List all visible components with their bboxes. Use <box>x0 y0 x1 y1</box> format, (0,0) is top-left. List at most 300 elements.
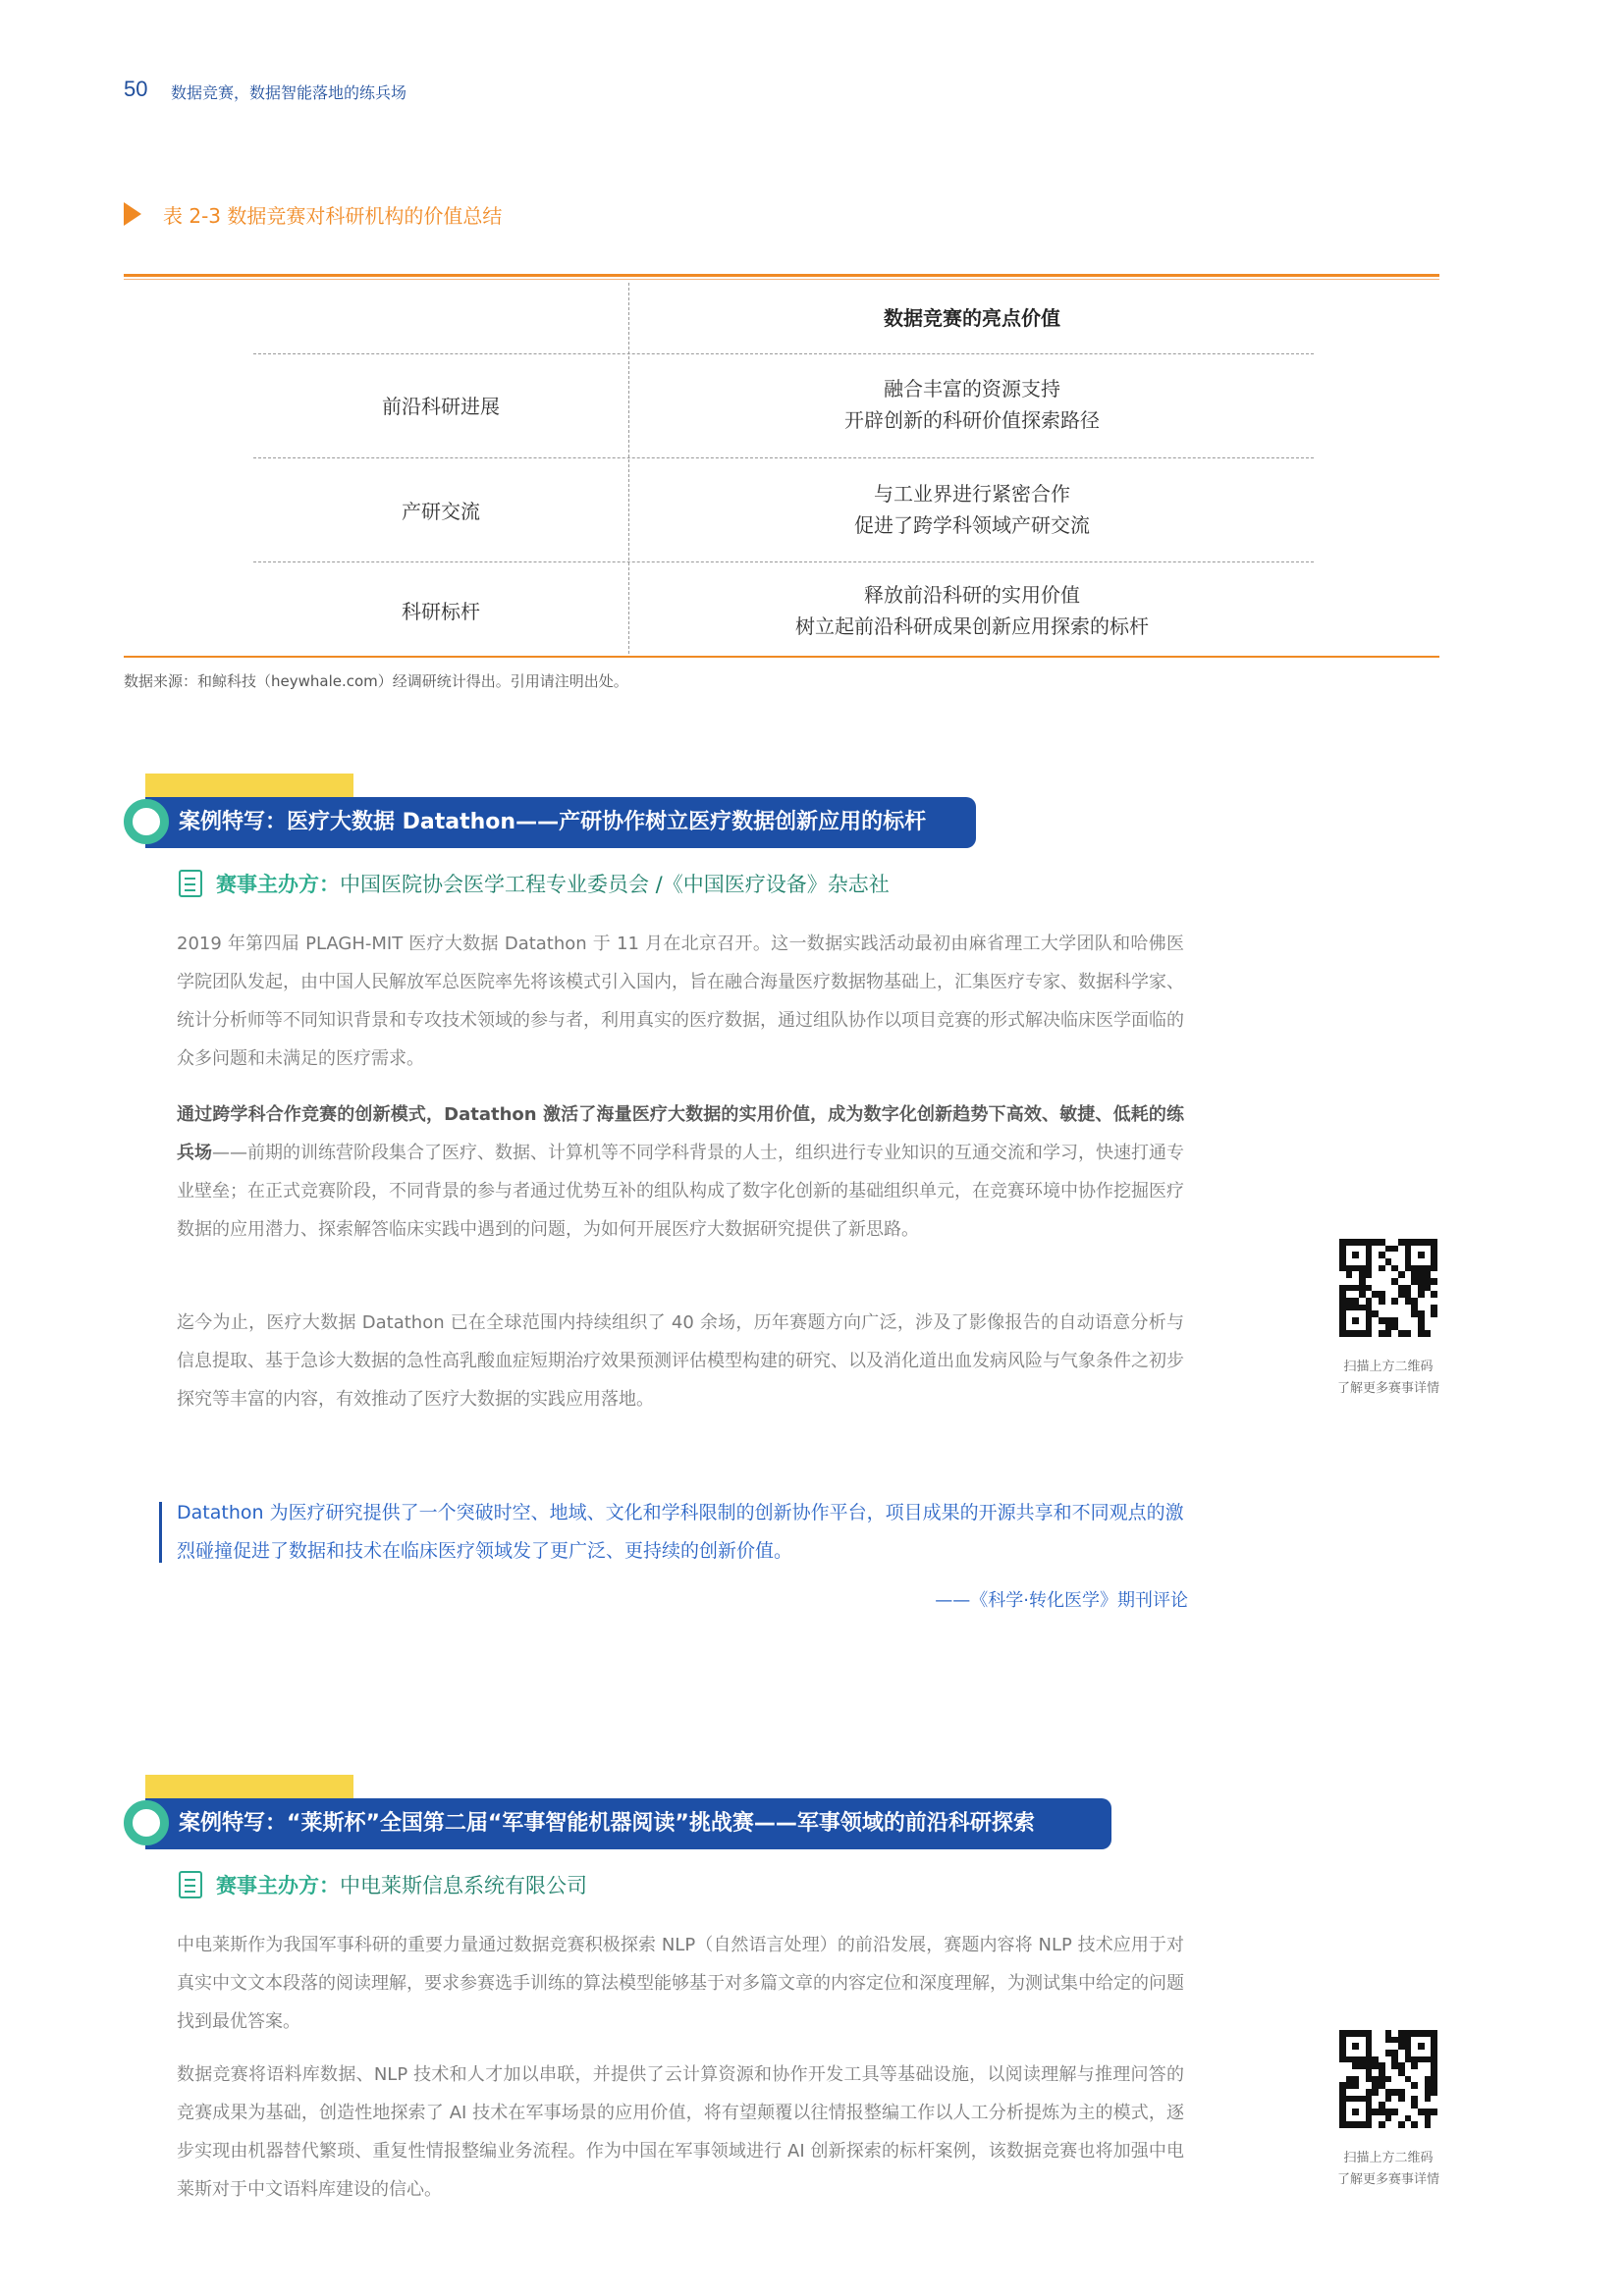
qr-module <box>1411 2089 1418 2096</box>
qr-module <box>1405 2115 1412 2122</box>
table-row-value-line: 释放前沿科研的实用价值 <box>864 583 1080 607</box>
qr-module <box>1339 2115 1346 2122</box>
qr-module <box>1411 2043 1418 2050</box>
qr-module <box>1352 2109 1359 2115</box>
qr-module <box>1425 2069 1432 2076</box>
qr-caption <box>1310 1357 1467 1400</box>
qr-module <box>1359 2096 1366 2103</box>
table-source-note: 数据来源：和鲸科技（heywhale.com）经调研统计得出。引用请注明出处。 <box>124 672 628 690</box>
qr-module <box>1339 1305 1346 1311</box>
qr-module <box>1391 2082 1398 2089</box>
table-row-divider <box>253 561 1314 562</box>
qr-module <box>1366 1324 1373 1331</box>
qr-module <box>1385 1310 1392 1317</box>
qr-module <box>1398 2115 1405 2122</box>
table-top-rule-thin <box>124 279 1439 280</box>
qr-module <box>1352 1271 1359 1278</box>
qr-module <box>1418 1317 1425 1324</box>
qr-module <box>1391 2102 1398 2109</box>
qr-module <box>1346 2030 1353 2037</box>
qr-module <box>1405 1252 1412 1258</box>
organizer-line <box>216 869 890 898</box>
qr-module <box>1359 2062 1366 2069</box>
qr-module <box>1366 1310 1373 1317</box>
qr-module <box>1385 2062 1392 2069</box>
qr-module <box>1346 1285 1353 1292</box>
qr-module <box>1385 2115 1392 2122</box>
qr-module <box>1339 2062 1346 2069</box>
case-paragraph: 中电莱斯作为我国军事科研的重要力量通过数据竞赛积极探索 NLP（自然语言处理）的前沿发展，赛题内容将 NLP 技术应用于对真实中文文本段落的阅读理解，要求参赛选手训练的算法模型能够基于对多篇文章的内容定位和深度理解，为测试集中给定的问题找到最优答案。 <box>177 1935 1184 2032</box>
qr-module <box>1339 1252 1346 1258</box>
qr-module <box>1385 1246 1392 1253</box>
qr-module <box>1359 2102 1366 2109</box>
qr-module <box>1418 1239 1425 1246</box>
qr-module <box>1339 1330 1346 1337</box>
qr-module <box>1418 2037 1425 2044</box>
qr-module <box>1411 2109 1418 2115</box>
qr-module <box>1398 1330 1405 1337</box>
qr-module <box>1359 2056 1366 2063</box>
qr-module <box>1405 2056 1412 2063</box>
qr-module <box>1346 1278 1353 1285</box>
qr-module <box>1352 1298 1359 1305</box>
qr-module <box>1366 2056 1373 2063</box>
qr-module <box>1418 2062 1425 2069</box>
qr-module <box>1359 1305 1366 1311</box>
qr-module <box>1346 1330 1353 1337</box>
qr-module <box>1398 1239 1405 1246</box>
qr-module <box>1346 1305 1353 1311</box>
qr-module <box>1405 2037 1412 2044</box>
qr-module <box>1346 1271 1353 1278</box>
qr-module <box>1339 1239 1346 1246</box>
qr-module <box>1425 1239 1432 1246</box>
qr-module <box>1346 2043 1353 2050</box>
qr-module <box>1352 1324 1359 1331</box>
document-icon <box>179 870 202 897</box>
qr-module <box>1366 2121 1373 2128</box>
qr-module <box>1385 2096 1392 2103</box>
qr-module <box>1418 1298 1425 1305</box>
qr-module <box>1372 2030 1379 2037</box>
qr-module <box>1425 2043 1432 2050</box>
qr-module <box>1346 1246 1353 1253</box>
qr-module <box>1359 1246 1366 1253</box>
qr-module <box>1352 2115 1359 2122</box>
qr-module <box>1385 2082 1392 2089</box>
qr-module <box>1425 1265 1432 1272</box>
qr-module <box>1398 2069 1405 2076</box>
qr-module <box>1339 1298 1346 1305</box>
qr-module <box>1359 2069 1366 2076</box>
qr-module <box>1411 1239 1418 1246</box>
qr-module <box>1372 1285 1379 1292</box>
qr-module <box>1372 2043 1379 2050</box>
qr-module <box>1391 1265 1398 1272</box>
qr-module <box>1431 2030 1437 2037</box>
qr-module <box>1359 1310 1366 1317</box>
qr-module <box>1359 1252 1366 1258</box>
qr-module <box>1339 2089 1346 2096</box>
qr-module <box>1339 1278 1346 1285</box>
qr-module <box>1385 2102 1392 2109</box>
qr-module <box>1379 2121 1385 2128</box>
qr-module <box>1379 2089 1385 2096</box>
qr-module <box>1372 1278 1379 1285</box>
qr-module <box>1411 1330 1418 1337</box>
qr-module <box>1385 1285 1392 1292</box>
qr-module <box>1431 2115 1437 2122</box>
qr-module <box>1385 1258 1392 1265</box>
qr-module <box>1379 1305 1385 1311</box>
qr-module <box>1366 1265 1373 1272</box>
qr-module <box>1359 2109 1366 2115</box>
qr-module <box>1391 1271 1398 1278</box>
table-row-value-line: 树立起前沿科研成果创新应用探索的标杆 <box>795 614 1149 638</box>
document-icon <box>179 1871 202 1898</box>
qr-module <box>1398 2050 1405 2056</box>
qr-module <box>1346 2082 1353 2089</box>
qr-module <box>1366 1246 1373 1253</box>
qr-module <box>1411 1291 1418 1298</box>
qr-module <box>1339 2069 1346 2076</box>
qr-module <box>1366 2096 1373 2103</box>
qr-module <box>1379 2109 1385 2115</box>
qr-module <box>1359 2089 1366 2096</box>
qr-module <box>1405 2076 1412 2083</box>
qr-module <box>1339 2030 1346 2037</box>
case-paragraph: 2019 年第四届 PLAGH-MIT 医疗大数据 Datathon 于 11 月在北京召开。这一数据实践活动最初由麻省理工大学团队和哈佛医学院团队发起，由中国人民解放军总医院率先将该模式引入国内，旨在融合海量医疗数据物基础上，汇集医疗专家、数据科学家、统计分析师等不同知识背景和专攻技术领域的参与者，利用真实的医疗数据，通过组队协作以项目竞赛的形式解决临床医学面临的众多问题和未满足的医疗需求。 <box>177 934 1184 1069</box>
qr-module <box>1339 1310 1346 1317</box>
qr-caption <box>1310 2148 1467 2191</box>
qr-module <box>1398 1265 1405 1272</box>
case-paragraph: 迄今为止，医疗大数据 Datathon 已在全球范围内持续组织了 40 余场，历年赛题方向广泛，涉及了影像报告的自动语意分析与信息提取、基于急诊大数据的急性高乳酸血症短期治疗效果预测评估模型构建的研究、以及消化道出血发病风险与气象条件之初步探究等丰富的内容，有效推动了医疗大数据的实践应用落地。 <box>177 1312 1184 1410</box>
caption-triangle-icon <box>124 202 141 226</box>
qr-module <box>1339 2102 1346 2109</box>
case-title: 案例特写：医疗大数据 Datathon——产研协作树立医疗数据创新应用的标杆 <box>179 810 927 834</box>
organizer-label: 赛事主办方： <box>216 1874 340 1897</box>
qr-module <box>1431 1271 1437 1278</box>
qr-module <box>1425 2096 1432 2103</box>
qr-module <box>1431 1298 1437 1305</box>
banner-accent-tab <box>145 774 353 799</box>
qr-module <box>1418 2102 1425 2109</box>
qr-module <box>1418 1291 1425 1298</box>
qr-module <box>1379 2037 1385 2044</box>
qr-module <box>1352 1252 1359 1258</box>
qr-module <box>1398 1271 1405 1278</box>
qr-module <box>1391 2030 1398 2037</box>
qr-module <box>1398 1291 1405 1298</box>
qr-module <box>1352 1278 1359 1285</box>
qr-module <box>1385 2109 1392 2115</box>
qr-module <box>1418 1310 1425 1317</box>
pull-quote: Datathon 为医疗研究提供了一个突破时空、地域、文化和学科限制的创新协作平台，项目成果的开源共享和不同观点的激烈碰撞促进了数据和技术在临床医疗领域发了更广泛、更持续的创新价值。 <box>177 1502 1184 1562</box>
qr-module <box>1425 2062 1432 2069</box>
qr-module <box>1405 1330 1412 1337</box>
qr-code <box>1339 2030 1437 2128</box>
qr-module <box>1411 2102 1418 2109</box>
qr-module <box>1418 2043 1425 2050</box>
qr-module <box>1418 2076 1425 2083</box>
qr-module <box>1352 2043 1359 2050</box>
organizer-line <box>216 1870 587 1899</box>
case-banner <box>145 797 976 848</box>
qr-module <box>1372 2076 1379 2083</box>
qr-module <box>1391 2062 1398 2069</box>
qr-module <box>1425 1317 1432 1324</box>
qr-module <box>1352 1285 1359 1292</box>
qr-module <box>1379 2102 1385 2109</box>
qr-module <box>1431 1317 1437 1324</box>
qr-module <box>1366 2062 1373 2069</box>
qr-caption-line: 扫描上方二维码 <box>1343 2151 1434 2165</box>
qr-module <box>1391 1278 1398 1285</box>
qr-module <box>1379 1258 1385 1265</box>
qr-module <box>1405 2043 1412 2050</box>
qr-module <box>1366 1291 1373 1298</box>
qr-module <box>1405 2096 1412 2103</box>
qr-module <box>1425 1252 1432 1258</box>
qr-module <box>1366 1285 1373 1292</box>
case-banner <box>145 1798 1111 1849</box>
qr-module <box>1359 1285 1366 1292</box>
qr-module <box>1398 2037 1405 2044</box>
qr-module <box>1346 1298 1353 1305</box>
qr-module <box>1359 1239 1366 1246</box>
qr-module <box>1379 2096 1385 2103</box>
qr-module <box>1418 1258 1425 1265</box>
qr-module <box>1366 2102 1373 2109</box>
qr-module <box>1418 2082 1425 2089</box>
paragraph-lead: 通过跨学科合作竞赛的创新模式，Datathon 激活了海量医疗大数据的实用价值，成为数字化创新趋势下高效、敏捷、低耗的练兵场 <box>177 1104 1184 1163</box>
qr-module <box>1372 2109 1379 2115</box>
qr-module <box>1339 1271 1346 1278</box>
qr-module <box>1391 1324 1398 1331</box>
qr-module <box>1398 2082 1405 2089</box>
qr-module <box>1339 2121 1346 2128</box>
table-row-value-line: 促进了跨学科领域产研交流 <box>854 513 1090 537</box>
qr-module <box>1379 1285 1385 1292</box>
qr-module <box>1352 1305 1359 1311</box>
qr-module <box>1431 1239 1437 1246</box>
qr-module <box>1385 2030 1392 2037</box>
qr-module <box>1372 1324 1379 1331</box>
qr-module <box>1398 2062 1405 2069</box>
qr-module <box>1372 2062 1379 2069</box>
qr-module <box>1418 2069 1425 2076</box>
table-bottom-rule <box>124 656 1439 658</box>
qr-module <box>1372 1330 1379 1337</box>
qr-module <box>1398 1324 1405 1331</box>
qr-module <box>1366 1239 1373 1246</box>
qr-module <box>1379 1330 1385 1337</box>
qr-module <box>1425 2102 1432 2109</box>
qr-module <box>1379 1324 1385 1331</box>
qr-module <box>1379 1246 1385 1253</box>
table-row-label: 产研交流 <box>402 500 480 523</box>
qr-module <box>1339 2109 1346 2115</box>
qr-module <box>1385 1298 1392 1305</box>
qr-module <box>1372 1258 1379 1265</box>
qr-module <box>1418 2030 1425 2037</box>
qr-module <box>1418 1265 1425 1272</box>
ring-icon <box>124 1800 169 1845</box>
qr-module <box>1372 1310 1379 1317</box>
qr-module <box>1346 2056 1353 2063</box>
qr-module <box>1405 2050 1412 2056</box>
qr-module <box>1418 1324 1425 1331</box>
qr-module <box>1411 1246 1418 1253</box>
qr-module <box>1379 1239 1385 1246</box>
qr-module <box>1391 2069 1398 2076</box>
qr-module <box>1372 2082 1379 2089</box>
qr-module <box>1366 2037 1373 2044</box>
qr-module <box>1346 1291 1353 1298</box>
qr-module <box>1346 2115 1353 2122</box>
qr-module <box>1425 2115 1432 2122</box>
qr-module <box>1346 2062 1353 2069</box>
quote-source: ——《科学·转化医学》期刊评论 <box>935 1590 1188 1611</box>
qr-module <box>1385 1330 1392 1337</box>
qr-module <box>1346 1317 1353 1324</box>
qr-code <box>1339 1239 1437 1337</box>
qr-module <box>1431 2076 1437 2083</box>
qr-module <box>1359 2076 1366 2083</box>
qr-module <box>1339 2082 1346 2089</box>
qr-module <box>1418 2050 1425 2056</box>
qr-module <box>1425 1324 1432 1331</box>
qr-module <box>1372 1265 1379 1272</box>
qr-module <box>1372 2102 1379 2109</box>
qr-module <box>1398 2076 1405 2083</box>
qr-module <box>1359 1278 1366 1285</box>
qr-module <box>1405 1298 1412 1305</box>
table-row-value-line: 融合丰富的资源支持 <box>884 377 1060 400</box>
qr-module <box>1359 2050 1366 2056</box>
qr-module <box>1418 2115 1425 2122</box>
qr-module <box>1379 1252 1385 1258</box>
qr-module <box>1346 2109 1353 2115</box>
table-top-rule <box>124 274 1439 277</box>
qr-module <box>1379 2062 1385 2069</box>
qr-module <box>1411 2050 1418 2056</box>
qr-module <box>1431 2062 1437 2069</box>
qr-module <box>1385 2037 1392 2044</box>
qr-module <box>1425 2030 1432 2037</box>
qr-module <box>1398 1246 1405 1253</box>
qr-module <box>1405 1324 1412 1331</box>
qr-module <box>1366 1258 1373 1265</box>
qr-module <box>1346 2069 1353 2076</box>
qr-module <box>1398 1305 1405 1311</box>
qr-module <box>1398 2043 1405 2050</box>
qr-module <box>1391 1246 1398 1253</box>
qr-module <box>1391 2056 1398 2063</box>
qr-module <box>1391 2076 1398 2083</box>
table-row-divider <box>253 353 1314 354</box>
qr-module <box>1425 2037 1432 2044</box>
qr-module <box>1359 1271 1366 1278</box>
qr-module <box>1425 2121 1432 2128</box>
qr-module <box>1366 2050 1373 2056</box>
qr-module <box>1405 1239 1412 1246</box>
qr-module <box>1431 1265 1437 1272</box>
qr-module <box>1379 2076 1385 2083</box>
qr-module <box>1418 2089 1425 2096</box>
qr-module <box>1379 1310 1385 1317</box>
qr-module <box>1352 2076 1359 2083</box>
qr-module <box>1372 2115 1379 2122</box>
qr-module <box>1372 2069 1379 2076</box>
qr-module <box>1425 1271 1432 1278</box>
qr-module <box>1411 2115 1418 2122</box>
qr-module <box>1411 2062 1418 2069</box>
qr-module <box>1352 2037 1359 2044</box>
qr-module <box>1346 2050 1353 2056</box>
qr-module <box>1346 2037 1353 2044</box>
qr-module <box>1405 1317 1412 1324</box>
qr-module <box>1346 2096 1353 2103</box>
qr-module <box>1372 2037 1379 2044</box>
qr-module <box>1431 2050 1437 2056</box>
qr-module <box>1431 1278 1437 1285</box>
qr-module <box>1425 1258 1432 1265</box>
qr-module <box>1431 2102 1437 2109</box>
qr-module <box>1411 2056 1418 2063</box>
qr-module <box>1352 2089 1359 2096</box>
qr-module <box>1359 2043 1366 2050</box>
qr-module <box>1418 2121 1425 2128</box>
qr-module <box>1405 1246 1412 1253</box>
qr-module <box>1385 1317 1392 1324</box>
qr-module <box>1366 2109 1373 2115</box>
qr-module <box>1425 1298 1432 1305</box>
qr-module <box>1431 1252 1437 1258</box>
case-paragraph: 数据竞赛将语料库数据、NLP 技术和人才加以串联，并提供了云计算资源和协作开发工具等基础设施，以阅读理解与推理问答的竞赛成果为基础，创造性地探索了 AI 技术在军事场景的应用价值，将有望颠覆以往情报整编工作以人工分析提炼为主的模式，逐步实现由机器替代繁琐、重复性情报整编业务流程。作为中国在军事领域进行 AI 创新探索的标杆案例，该数据竞赛也将加强中电莱斯对于中文语料库建设的信心。 <box>177 2064 1184 2200</box>
qr-module <box>1379 1291 1385 1298</box>
case-paragraph <box>177 1095 1184 1249</box>
qr-module <box>1425 2056 1432 2063</box>
qr-module <box>1339 1265 1346 1272</box>
table-row-value <box>628 373 1316 436</box>
qr-module <box>1425 1310 1432 1317</box>
qr-module <box>1425 1305 1432 1311</box>
qr-module <box>1339 2043 1346 2050</box>
qr-module <box>1425 1330 1432 1337</box>
qr-module <box>1339 1317 1346 1324</box>
qr-module <box>1391 1239 1398 1246</box>
qr-module <box>1411 2030 1418 2037</box>
qr-module <box>1431 1330 1437 1337</box>
qr-module <box>1346 2089 1353 2096</box>
qr-module <box>1339 1285 1346 1292</box>
qr-module <box>1359 1258 1366 1265</box>
qr-module <box>1366 1278 1373 1285</box>
qr-module <box>1339 2096 1346 2103</box>
qr-module <box>1431 2096 1437 2103</box>
qr-module <box>1366 2043 1373 2050</box>
qr-module <box>1405 2082 1412 2089</box>
qr-module <box>1352 1317 1359 1324</box>
qr-module <box>1352 2121 1359 2128</box>
qr-module <box>1352 2102 1359 2109</box>
qr-module <box>1352 1265 1359 1272</box>
qr-module <box>1431 1291 1437 1298</box>
qr-module <box>1372 2121 1379 2128</box>
qr-module <box>1431 2043 1437 2050</box>
qr-module <box>1372 1298 1379 1305</box>
